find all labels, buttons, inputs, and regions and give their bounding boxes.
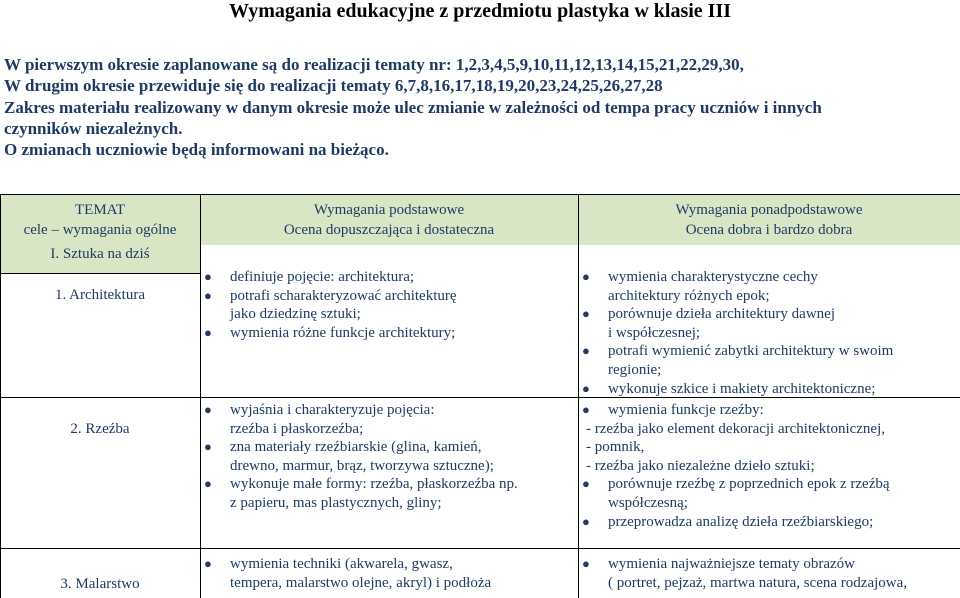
basic-list-architektura <box>200 268 578 342</box>
bullet-icon: ● <box>582 380 590 396</box>
list-item: ● wymienia charakterystyczne cechy architektury różnych epok; <box>582 269 818 304</box>
list-item: ● wymienia różne funkcje architektury; <box>204 324 456 341</box>
list-item: ● porównuje dzieła architektury dawnej i współczesnej; <box>582 306 835 341</box>
intro-line: W pierwszym okresie zaplanowane są do realizacji tematy nr: 1,2,3,4,5,9,10,11,12,13,14,15,21,22,29,30, <box>4 55 744 74</box>
intro-paragraph <box>4 54 954 160</box>
list-item: ● wykonuje małe formy: rzeźba, płaskorzeźba np. z papieru, mas plastycznych, gliny; <box>204 476 518 511</box>
list-item: ● potrafi wymienić zabytki architektury w swoim regionie; <box>582 343 894 378</box>
bullet-icon: ● <box>204 439 212 455</box>
intro-line: W drugim okresie przewiduje się do realizacji tematy 6,7,8,16,17,18,19,20,23,24,25,26,27,28 <box>4 76 663 96</box>
bullet-icon: ● <box>204 402 212 417</box>
list-item: - pomnik, <box>586 439 645 456</box>
page-title: Wymagania edukacyjne z przedmiotu plastyka w klasie III <box>228 0 732 22</box>
requirements-table <box>0 194 960 598</box>
list-item: ● wymienia funkcje rzeźby: <box>582 402 764 418</box>
bullet-icon: ● <box>582 513 590 529</box>
header-basic-title: Wymagania podstawowe <box>313 202 465 218</box>
list-item: - rzeźba jako element dekoracji architektonicznej, <box>586 420 886 437</box>
intro-line: Zakres materiału realizowany w danym okresie może ulec zmianie w zależności od tempa pracy uczniów i innych <box>4 97 822 117</box>
bullet-icon: ● <box>204 476 212 492</box>
intro-line: O zmianach uczniowie będą informowani na bieżąco. <box>4 140 389 160</box>
column-divider <box>0 194 1 598</box>
intro-line: czynników niezależnych. <box>4 118 183 138</box>
header-advanced-title: Wymagania ponadpodstawowe <box>675 202 863 218</box>
basic-list-malarstwo <box>200 555 578 592</box>
advanced-list-malarstwo <box>578 555 960 592</box>
list-item: ● zna materiały rzeźbiarskie (glina, kamień, drewno, marmur, brąz, tworzywa sztuczne); <box>204 439 494 474</box>
header-topic-title: TEMAT <box>75 202 125 218</box>
row-divider <box>0 548 960 549</box>
bullet-icon: ● <box>582 556 590 571</box>
list-item: ● porównuje rzeźbę z poprzednich epok z rzeźbą współczesną; <box>582 476 890 511</box>
bullet-icon: ● <box>582 343 590 359</box>
list-item: ● potrafi scharakteryzować architekturę jako dziedzinę sztuki; <box>204 287 457 323</box>
bullet-icon: ● <box>204 324 212 340</box>
list-item: ● wymienia najważniejsze tematy obrazów ( portret, pejzaż, martwa natura, scena rodzajowa, <box>582 556 908 591</box>
list-item: ● wyjaśnia i charakteryzuje pojęcia: rzeźba i płaskorzeźba; <box>204 402 435 437</box>
section-label: I. Sztuka na dziś <box>50 246 150 262</box>
basic-list-rzezba <box>200 401 578 513</box>
list-item: ● przeprowadza analizę dzieła rzeźbiarskiego; <box>582 513 874 530</box>
topic-architektura: 1. Architektura <box>55 287 145 303</box>
table-border <box>0 194 960 195</box>
row-divider <box>0 273 200 274</box>
bullet-icon: ● <box>582 269 590 284</box>
bullet-icon: ● <box>582 476 590 492</box>
list-item: ● definiuje pojęcie: architektura; <box>204 269 415 285</box>
advanced-list-rzezba <box>578 401 960 531</box>
advanced-list-architektura <box>578 268 960 398</box>
header-basic-subtitle: Ocena dopuszczająca i dostateczna <box>283 222 495 238</box>
bullet-icon: ● <box>204 269 212 284</box>
list-item: - rzeźba jako niezależne dzieło sztuki; <box>586 457 815 474</box>
header-topic-subtitle: cele – wymagania ogólne <box>23 222 177 238</box>
column-divider <box>200 194 201 598</box>
bullet-icon: ● <box>204 287 212 303</box>
topic-malarstwo: 3. Malarstwo <box>60 576 140 592</box>
bullet-icon: ● <box>582 402 590 417</box>
header-advanced-subtitle: Ocena dobra i bardzo dobra <box>685 222 853 238</box>
topic-rzezba: 2. Rzeźba <box>70 421 130 437</box>
list-item: ● wykonuje szkice i makiety architektoniczne; <box>582 380 876 397</box>
bullet-icon: ● <box>582 306 590 322</box>
list-item: ● wymienia techniki (akwarela, gwasz, tempera, malarstwo olejne, akryl) i podłoża <box>204 556 492 591</box>
bullet-icon: ● <box>204 556 212 571</box>
